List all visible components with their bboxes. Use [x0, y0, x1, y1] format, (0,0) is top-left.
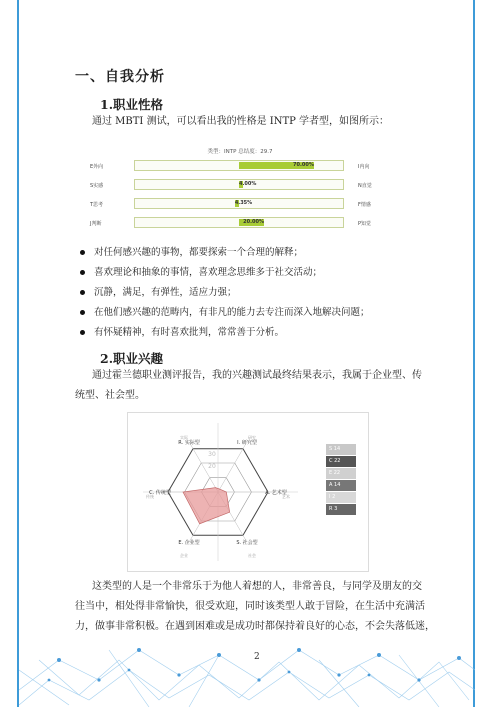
- mbti-row: [90, 179, 390, 193]
- mbti-bar-fill: 4.00%: [239, 181, 257, 187]
- radar-outer-label: 企业: [180, 552, 188, 558]
- bullet-dot-icon: [80, 270, 85, 275]
- mbti-chart-title: 类型：INTP 总结度：29.7: [207, 149, 273, 155]
- radar-axis-label: C. 传统型: [149, 490, 171, 496]
- body-line1: 这类型的人是一个非常乐于为他人着想的人，非常善良，与同学及朋友的交: [92, 581, 422, 592]
- radar-ring-label: 20: [208, 463, 216, 470]
- radar-axis-label: R. 实际型: [178, 439, 200, 446]
- legend-item: A 14: [326, 480, 356, 491]
- bullet-item: 喜欢理论和抽象的事情，喜欢理念思维多于社交活动；: [80, 263, 370, 283]
- mbti-left-label: T思考: [90, 202, 104, 208]
- page-number: 2: [254, 652, 260, 662]
- mbti-bar-track: [134, 179, 344, 190]
- mbti-row: [90, 217, 390, 231]
- legend-item: E 22: [326, 468, 356, 479]
- radar-ring-label: 30: [208, 451, 216, 458]
- mbti-row: [90, 198, 390, 212]
- radar-axis-label: S. 社会型: [236, 540, 258, 547]
- personality-bullets: [80, 243, 370, 343]
- radar-axis-label: A. 艺术型: [265, 490, 287, 496]
- holland-intro-line2: 统型、社会型。: [75, 390, 145, 401]
- heading-career-interest: 2.职业兴趣: [100, 351, 164, 366]
- mbti-right-label: F情感: [358, 202, 371, 208]
- network-decoration: [19, 620, 475, 707]
- mbti-bar-fill: 70.00%: [239, 162, 314, 169]
- radar-outer-label: 实际: [180, 435, 188, 441]
- holland-intro-line1: 通过霍兰德职业测评报告，我的兴趣测试最终结果表示，我属于企业型、传: [92, 370, 422, 381]
- radar-legend: [326, 444, 356, 516]
- radar-axis-label: I. 研究型: [237, 439, 257, 446]
- heading-career-personality: 1.职业性格: [100, 97, 164, 112]
- legend-item: I 2: [326, 492, 356, 503]
- bullet-item: 在他们感兴趣的范畴内，有非凡的能力去专注而深入地解决问题；: [80, 303, 370, 323]
- radar-outer-label: 研究: [248, 435, 256, 441]
- legend-item: R 3: [326, 504, 356, 515]
- mbti-bar-fill: 4.35%: [234, 200, 253, 206]
- mbti-bar-fill: 20.00%: [239, 219, 264, 226]
- radar-axis-label: E. 企业型: [178, 540, 200, 547]
- mbti-row: [90, 160, 390, 174]
- radar-axis-line: [218, 442, 247, 492]
- mbti-intro: 通过 MBTI 测试，可以看出我的性格是 INTP 学者型，如图所示：: [92, 116, 390, 127]
- radar-data-area: [183, 488, 230, 524]
- mbti-left-label: S实感: [90, 183, 104, 189]
- legend-item: S 14: [326, 444, 356, 455]
- bullet-item: 沉静，满足，有弹性，适应力强；: [80, 283, 370, 303]
- bullet-dot-icon: [80, 310, 85, 315]
- bullet-item: 有怀疑精神，有时喜欢批判，常常善于分析。: [80, 323, 370, 343]
- body-line2: 往当中，相处得非常愉快，很受欢迎，同时该类型人敢于冒险，在生活中充满活: [75, 601, 425, 612]
- bullet-dot-icon: [80, 250, 85, 255]
- mbti-right-label: N直觉: [358, 183, 372, 189]
- legend-item: C 22: [326, 456, 356, 467]
- mbti-right-label: I内向: [358, 164, 370, 170]
- mbti-bar-track: [134, 198, 344, 209]
- radar-outer-label: 社会: [248, 552, 256, 558]
- bullet-dot-icon: [80, 290, 85, 295]
- bullet-item: 对任何感兴趣的事物，都要探索一个合理的解释；: [80, 243, 370, 263]
- mbti-chart: [90, 143, 410, 238]
- heading-self-analysis: 一、自我分析: [75, 69, 165, 85]
- mbti-right-label: P知觉: [358, 221, 372, 227]
- mbti-left-label: J判断: [90, 221, 102, 227]
- radar-outer-label: 艺术: [282, 494, 290, 499]
- radar-outer-label: 传统: [146, 494, 154, 499]
- mbti-bar-track: [134, 217, 344, 228]
- bullet-dot-icon: [80, 330, 85, 335]
- mbti-left-label: E外向: [90, 164, 104, 170]
- mbti-bar-track: [134, 160, 344, 171]
- body-line3: 力，做事非常积极。在遇到困难或是成功时都保持着良好的心态，不会失落低迷，: [75, 621, 435, 632]
